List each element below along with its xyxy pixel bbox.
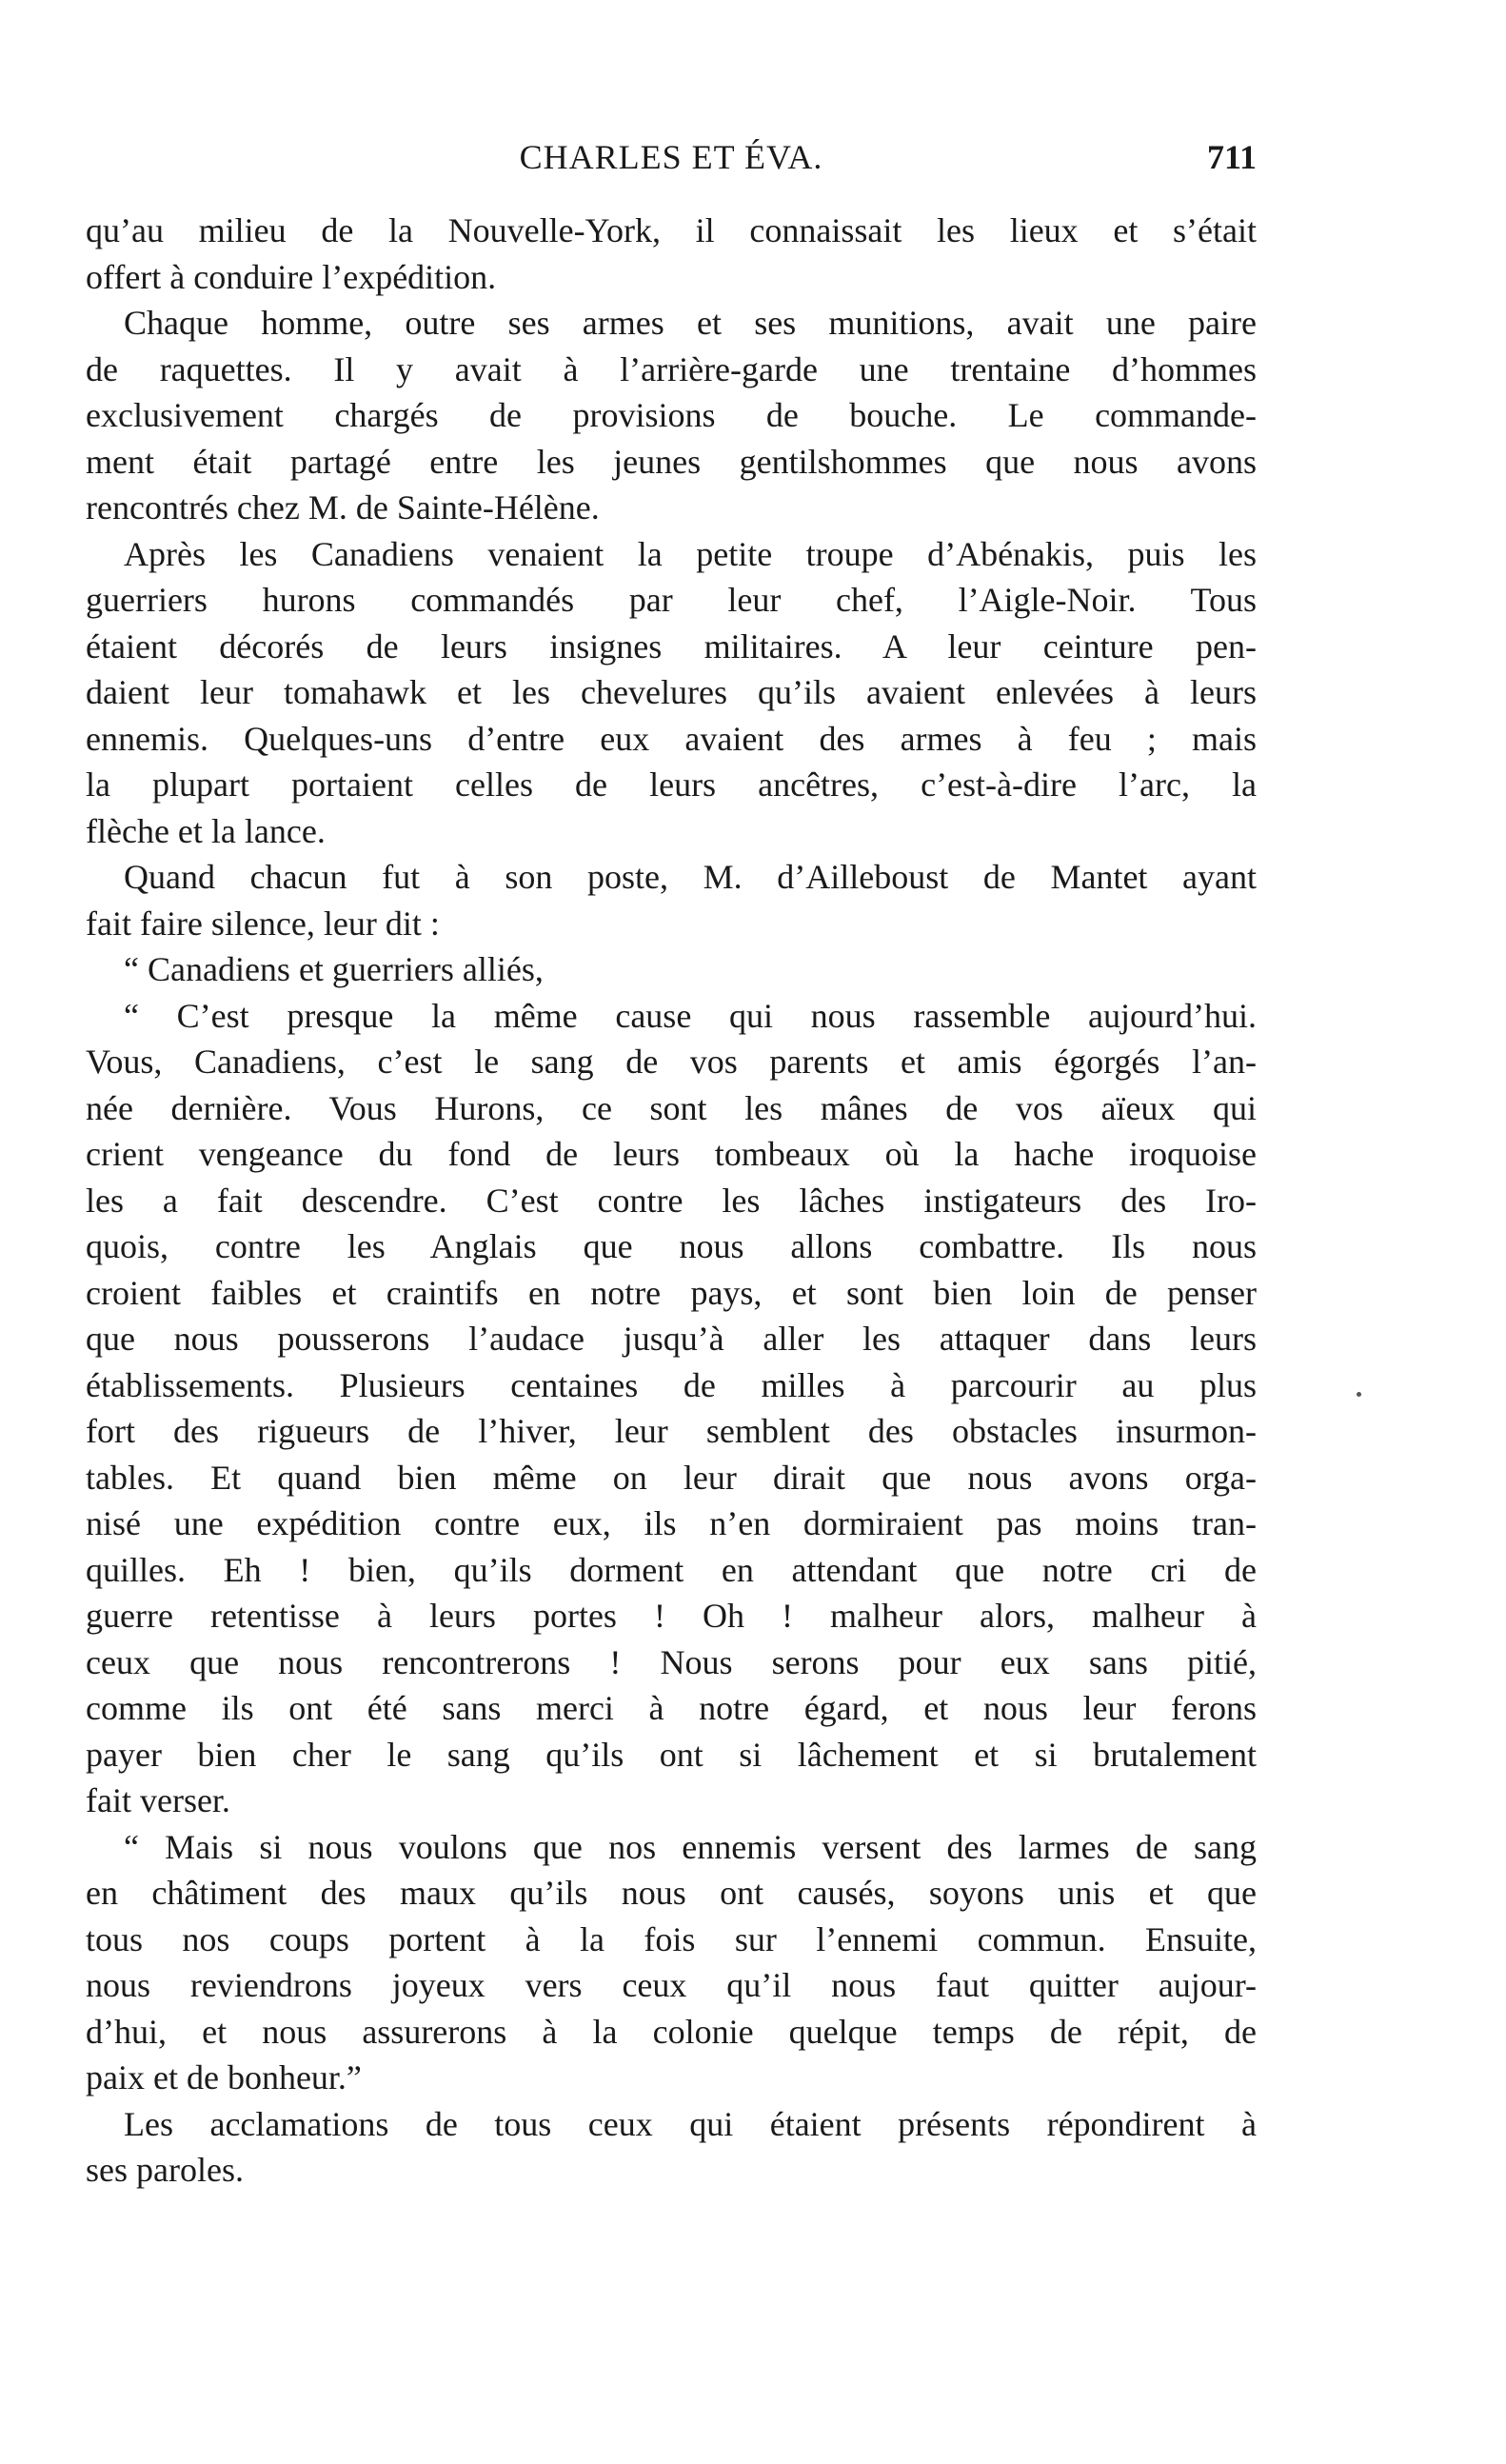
- print-speck: [1357, 1392, 1361, 1397]
- text-line: ment était partagé entre les jeunes gentilshommes que nous avons: [86, 442, 1257, 481]
- text-line: quilles. Eh ! bien, qu’ils dorment en attendant que notre cri de: [86, 1550, 1257, 1589]
- text-line: guerre retentisse à leurs portes ! Oh ! malheur alors, malheur à: [86, 1597, 1257, 1635]
- text-line: payer bien cher le sang qu’ils ont si lâchement et si brutalement: [86, 1735, 1257, 1774]
- text-line: Les acclamations de tous ceux qui étaient présents répondirent à: [124, 2104, 1257, 2143]
- body-text: [86, 208, 1257, 2194]
- text-line: Chaque homme, outre ses armes et ses munitions, avait une paire: [124, 304, 1257, 342]
- text-line: fort des rigueurs de l’hiver, leur semblent des obstacles insurmon-: [86, 1412, 1257, 1450]
- text-line: “ Canadiens et guerriers alliés,: [124, 950, 544, 988]
- text-line: d’hui, et nous assurerons à la colonie quelque temps de répit, de: [86, 2012, 1257, 2051]
- page-header: [86, 133, 1257, 181]
- text-line: Après les Canadiens venaient la petite troupe d’Abénakis, puis les: [124, 534, 1257, 573]
- text-line: guerriers hurons commandés par leur chef, l’Aigle-Noir. Tous: [86, 581, 1257, 619]
- text-line: ceux que nous rencontrerons ! Nous serons pour eux sans pitié,: [86, 1642, 1257, 1681]
- text-line: née dernière. Vous Hurons, ce sont les mânes de vos aïeux qui: [86, 1088, 1257, 1127]
- text-line: que nous pousserons l’audace jusqu’à aller les attaquer dans leurs: [86, 1320, 1257, 1358]
- text-line: fait verser.: [86, 1781, 230, 1819]
- text-line: Quand chacun fut à son poste, M. d’Ailleboust de Mantet ayant: [124, 858, 1257, 896]
- text-line: Vous, Canadiens, c’est le sang de vos parents et amis égorgés l’an-: [86, 1043, 1257, 1081]
- text-line: nisé une expédition contre eux, ils n’en dormiraient pas moins tran-: [86, 1504, 1257, 1542]
- text-line: quois, contre les Anglais que nous allons combattre. Ils nous: [86, 1227, 1257, 1265]
- text-line: flèche et la lance.: [86, 811, 326, 850]
- text-line: étaient décorés de leurs insignes militaires. A leur ceinture pen-: [86, 626, 1257, 666]
- text-line: qu’au milieu de la Nouvelle-York, il connaissait les lieux et s’était: [86, 211, 1257, 249]
- text-line: ses paroles.: [86, 2151, 244, 2189]
- text-line: exclusivement chargés de provisions de bouche. Le commande-: [86, 396, 1257, 434]
- text-line: tous nos coups portent à la fois sur l’ennemi commun. Ensuite,: [86, 1919, 1257, 1958]
- text-line: “ C’est presque la même cause qui nous rassemble aujourd’hui.: [124, 996, 1257, 1035]
- text-line: les a fait descendre. C’est contre les lâches instigateurs des Iro-: [86, 1181, 1257, 1220]
- text-line: fait faire silence, leur dit :: [86, 904, 440, 943]
- text-line: tables. Et quand bien même on leur dirait que nous avons orga-: [86, 1458, 1257, 1497]
- text-line: ennemis. Quelques-uns d’entre eux avaient des armes à feu ; mais: [86, 719, 1257, 758]
- text-line: en châtiment des maux qu’ils nous ont causés, soyons unis et que: [86, 1874, 1257, 1912]
- text-line: croient faibles et craintifs en notre pays, et sont bien loin de penser: [86, 1273, 1257, 1312]
- page-number: 711: [1206, 138, 1257, 176]
- text-line: “ Mais si nous voulons que nos ennemis versent des larmes de sang: [124, 1827, 1257, 1866]
- text-line: paix et de bonheur.”: [86, 2058, 362, 2096]
- text-line: rencontrés chez M. de Sainte-Hélène.: [86, 488, 600, 527]
- text-line: nous reviendrons joyeux vers ceux qu’il nous faut quitter aujour-: [86, 1966, 1257, 2004]
- text-line: offert à conduire l’expédition.: [86, 257, 497, 296]
- text-line: daient leur tomahawk et les chevelures qu’ils avaient enlevées à leurs: [86, 673, 1257, 711]
- text-line: la plupart portaient celles de leurs ancêtres, c’est-à-dire l’arc, la: [86, 765, 1257, 804]
- text-line: établissements. Plusieurs centaines de milles à parcourir au plus: [86, 1365, 1257, 1404]
- text-line: comme ils ont été sans merci à notre égard, et nous leur ferons: [86, 1689, 1257, 1727]
- running-title: CHARLES ET ÉVA.: [519, 138, 823, 176]
- text-line: crient vengeance du fond de leurs tombeaux où la hache iroquoise: [86, 1135, 1257, 1173]
- text-line: de raquettes. Il y avait à l’arrière-garde une trentaine d’hommes: [86, 349, 1257, 388]
